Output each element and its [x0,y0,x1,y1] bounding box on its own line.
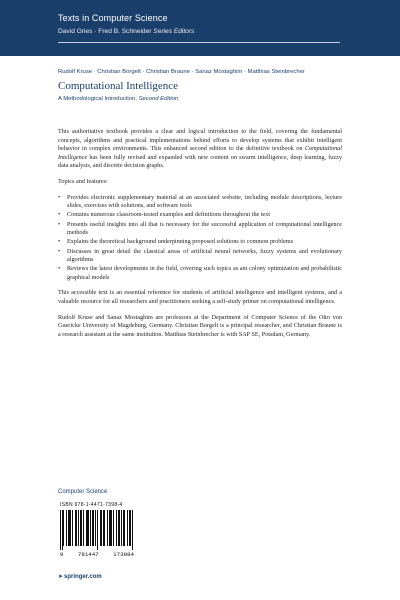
barcode-bar [75,510,76,546]
barcode-bar [63,510,64,546]
bullet-icon: • [58,247,61,255]
barcode-bars [60,510,134,550]
series-header-band [0,0,400,56]
barcode-bar [62,510,63,550]
book-subtitle-text: A Methodological Introduction, [58,96,137,102]
barcode-bar [83,510,84,546]
barcode-digit-group: 173984 [113,551,134,558]
barcode-bar [127,510,128,546]
barcode-bar [90,510,91,546]
bullet-icon: • [58,238,61,246]
isbn-barcode [60,502,136,566]
barcode-bar [69,510,70,546]
barcode-bar [104,510,105,546]
barcode-bar [66,510,67,546]
barcode-bar [93,510,94,546]
publisher-link[interactable] [58,573,102,580]
intro-text-part1: This authoritative textbook provides a clear and logical introduction to the field, covering the fundamental concepts, algorithms and practical implementations behind efforts to develop systems that exhibit intelligent behavior in complex environments. This enhanced second edition to the definitive textbook on [58,128,342,153]
barcode-bar [113,510,114,546]
barcode-bar [101,510,102,546]
barcode-bar [72,510,73,546]
barcode-bar [130,510,131,546]
publisher-url: springer.com [64,574,102,580]
barcode-bar [87,510,88,546]
bullet-icon: • [58,211,61,219]
feature-text: Reviews the latest developments in the field, covering such topics as ant colony optimization and probabilistic graphical models [67,265,342,281]
series-editors-names: David Gries · Fred B. Schneider [58,28,152,35]
feature-item [58,265,342,282]
series-editors [58,28,194,35]
bullet-icon: • [58,220,61,228]
barcode-bar [76,510,77,546]
isbn-number: ISBN 978-1-4471-7398-4 [60,502,123,508]
book-edition: Second Edition [138,96,179,102]
barcode-bar [78,510,79,546]
blurb-body [58,128,342,346]
intro-text-part2: has been fully revised and expanded with new content on swarm intelligence, deep learning, fuzzy data analysis, and discrete decision graphs. [58,153,342,170]
feature-text: Provides electronic supplementary material at an associated website, including module descriptions, lecture slides, exercises with solutions, and software tools [67,193,342,210]
feature-item [58,248,342,265]
barcode-digit-group: 9 [60,551,64,558]
series-editors-role: Series Editors [153,28,195,35]
header-divider [58,42,340,43]
features-list [58,194,342,283]
topics-heading: Topics and features: [58,177,108,185]
feature-item [58,211,342,220]
barcode-bar [116,510,117,546]
intro-paragraph [58,128,342,171]
audience-paragraph: This accessible text is an essential reference for students of artificial intelligence and intelligent systems, and a valuable resource for all researchers and practitioners seeking a self-study primer on computational intelligence. [58,289,342,306]
barcode-bar [95,510,96,546]
barcode-bar [60,510,61,550]
barcode-bar [86,510,87,546]
feature-item [58,238,342,247]
barcode-bar [100,510,101,546]
feature-text: Discusses in great detail the classical areas of artificial neural networks, fuzzy systems and evolutionary algorithms [67,247,342,264]
barcode-bar [70,510,71,546]
book-subtitle [58,96,178,102]
feature-item [58,221,342,238]
book-authors: Rudolf Kruse · Christian Borgelt · Christian Braune · Sanaz Mostaghim · Matthias Steinbrecher [58,69,305,75]
barcode-bar [81,510,82,546]
barcode-bar [97,510,98,550]
barcode-bar [124,510,125,546]
about-authors-paragraph: Rudolf Kruse and Sanaz Mostaghim are professors at the Department of Computer Science of the Otto von Guericke University of Magdeburg, Germany. Christian Borgelt is a principal researcher, and Christian Braune is a research assistant at the same institution. Matthias Steinbrecher is with SAP SE, Potsdam, Germany. [58,313,342,338]
barcode-bar [103,510,104,546]
series-title: Texts in Computer Science [58,13,168,23]
feature-text: Contains numerous classroom-tested examples and definitions throughout the text [67,211,271,219]
barcode-bar [123,510,124,546]
barcode-graphic [60,510,136,550]
feature-text: Presents useful insights into all that is necessary for the successful application of computational intelligence methods [67,220,342,237]
barcode-bar [80,510,81,546]
barcode-bar [132,510,133,550]
barcode-digits [60,551,134,558]
subject-category: Computer Science [58,489,108,495]
intro-book-title: Computational Intelligence [58,145,342,161]
barcode-bar [92,510,93,546]
barcode-bar [129,510,130,546]
barcode-bar [68,510,69,546]
book-title: Computational Intelligence [58,80,179,92]
arrow-icon: ➤ [58,574,64,580]
barcode-bar [107,510,108,546]
barcode-bar [121,510,122,546]
feature-text: Explains the theoretical background underpinning proposed solutions to common problems [67,238,293,246]
barcode-digit-group: 781447 [77,551,99,558]
barcode-bar [118,510,119,546]
bullet-icon: • [58,193,61,201]
barcode-bar [110,510,111,546]
bullet-icon: • [58,265,61,273]
barcode-bar [88,510,89,546]
barcode-bar [119,510,120,546]
barcode-bar [111,510,112,546]
feature-item [58,194,342,211]
barcode-bar [109,510,110,546]
